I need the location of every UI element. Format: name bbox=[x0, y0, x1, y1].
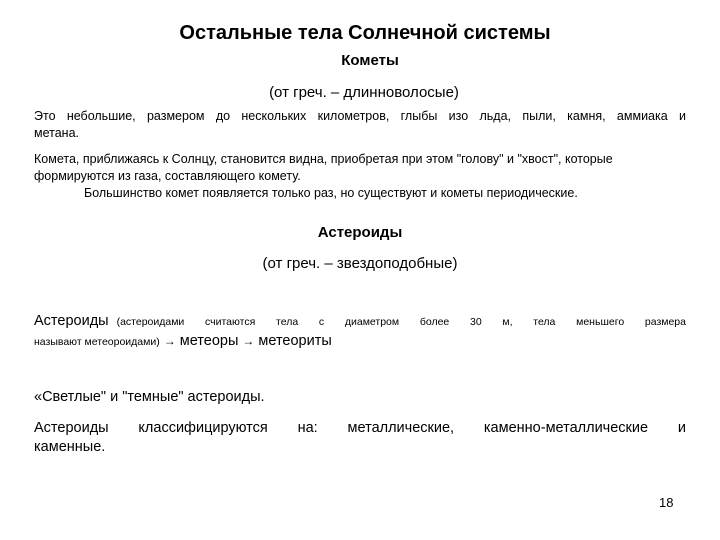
comets-paragraph-3: Большинство комет появляется только раз, но существуют и кометы периодические. bbox=[84, 186, 578, 200]
comets-heading: Кометы bbox=[341, 52, 399, 69]
asteroid-classification-line-1: Астероиды классифицируются на: металлические, каменно-металлические и bbox=[34, 420, 686, 436]
asteroids-size-note: (астероидами считаются тела с диаметром более 30 м, тела меньшего размера bbox=[116, 316, 686, 328]
asteroids-word: Астероиды bbox=[34, 313, 109, 329]
meteors-label: метеоры bbox=[179, 333, 239, 349]
asteroid-types: «Светлые" и "темные" астероиды. bbox=[34, 389, 265, 405]
meteorites-label: метеориты bbox=[258, 333, 332, 349]
asteroids-heading: Астероиды bbox=[317, 224, 403, 241]
comets-paragraph-1-line-1: Это небольшие, размером до нескольких километров, глыбы изо льда, пыли, камня, аммиака и bbox=[34, 109, 686, 123]
comets-paragraph-2-line-1: Комета, приближаясь к Солнцу, становится видна, приобретая при этом "голову" и "хвост", которые bbox=[34, 152, 613, 166]
asteroids-size-line bbox=[34, 313, 686, 329]
meteoroids-note: называют метеороидами) bbox=[34, 336, 160, 348]
arrow-right-icon: → bbox=[242, 334, 255, 348]
asteroid-classification-line-2: каменные. bbox=[34, 439, 106, 455]
page-number: 18 bbox=[659, 495, 674, 510]
comets-paragraph-2-line-2: формируются из газа, составляющего комету. bbox=[34, 169, 301, 183]
slide-title: Остальные тела Солнечной системы bbox=[179, 22, 551, 44]
asteroids-etymology: (от греч. – звездоподобные) bbox=[262, 255, 458, 272]
comets-etymology: (от греч. – длинноволосые) bbox=[269, 84, 459, 101]
comets-paragraph-1-line-2: метана. bbox=[34, 126, 79, 140]
meteoroid-chain bbox=[34, 332, 332, 350]
arrow-right-icon: → bbox=[163, 334, 176, 348]
